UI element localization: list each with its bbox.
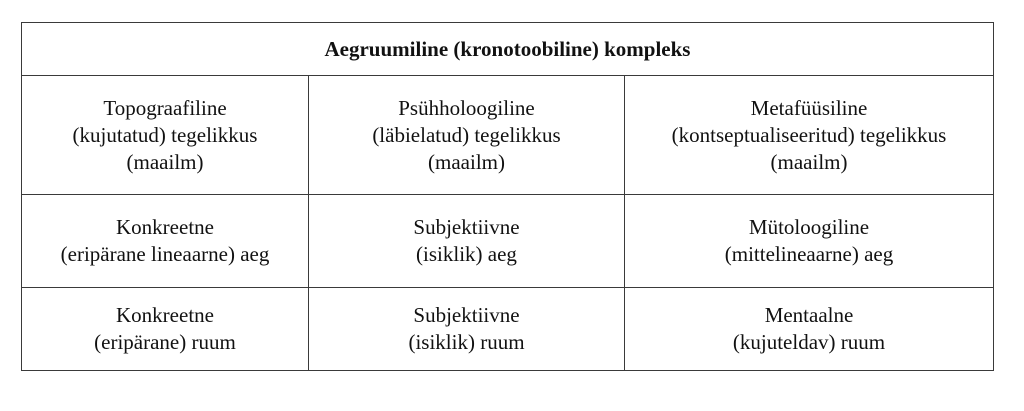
table-cell: [625, 288, 994, 371]
cell-line: (eripärane) ruum: [94, 330, 236, 354]
table-cell: [625, 76, 994, 195]
table-cell: [22, 76, 309, 195]
table-row-space: [22, 288, 994, 371]
cell-line: Subjektiivne: [413, 215, 520, 239]
cell-line: (läbielatud) tegelikkus: [372, 122, 561, 147]
cell-line: Topograafiline: [103, 95, 227, 120]
cell-line: (maailm): [770, 149, 848, 174]
cell-line: Psühholoogiline: [398, 95, 535, 120]
cell-line: Konkreetne: [116, 215, 214, 239]
cell-line: (maailm): [428, 149, 505, 174]
cell-line: (kontseptualiseeritud) tegelikkus: [671, 122, 947, 147]
chronotope-table-container: [21, 22, 993, 371]
cell-line: Metafüüsiline: [750, 95, 868, 120]
table-cell: [22, 288, 309, 371]
table-row-worlds: [22, 76, 994, 195]
table-row-time: [22, 195, 994, 288]
cell-line: Subjektiivne: [413, 303, 520, 327]
cell-line: (mittelineaarne) aeg: [724, 242, 894, 266]
table-cell: [625, 195, 994, 288]
table-title: Aegruumiline (kronotoobiline) kompleks: [22, 23, 994, 76]
table-cell: [309, 76, 625, 195]
cell-line: (maailm): [126, 149, 204, 174]
table-cell: [309, 195, 625, 288]
chronotope-table: [21, 22, 994, 371]
table-cell: [309, 288, 625, 371]
cell-line: Mentaalne: [764, 303, 854, 327]
cell-line: Mütoloogiline: [748, 215, 870, 239]
table-header-row: [22, 23, 994, 76]
cell-line: Konkreetne: [116, 303, 214, 327]
table-cell: [22, 195, 309, 288]
cell-line: (kujutatud) tegelikkus: [72, 122, 258, 147]
cell-line: (isiklik) aeg: [416, 242, 517, 266]
cell-line: (isiklik) ruum: [408, 330, 525, 354]
cell-line: (kujuteldav) ruum: [732, 330, 886, 354]
cell-line: (eripärane lineaarne) aeg: [60, 242, 270, 266]
